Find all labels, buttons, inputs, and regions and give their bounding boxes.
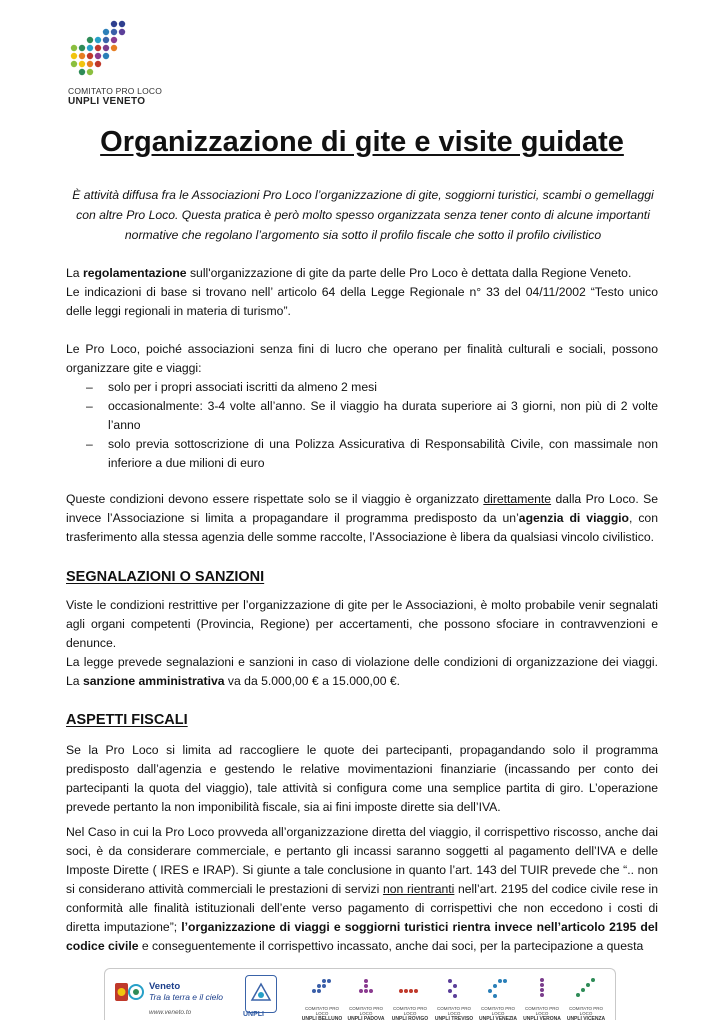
- list-item: – solo per i propri associati iscritti da almeno 2 mesi: [66, 378, 658, 397]
- tax-section: [66, 741, 658, 817]
- sanctions-heading: SEGNALAZIONI O SANZIONI: [66, 569, 265, 585]
- regulation-section: [66, 264, 658, 321]
- province-dots-icon: [574, 977, 598, 1001]
- province-dots-icon: [442, 977, 466, 1001]
- province-logo-vicenza: COMITATO PRO LOCO UNPLI VICENZA: [565, 977, 607, 1022]
- proloco-lead: Le Pro Loco, poiché associazioni senza fini di lucro che operano per finalità culturali e sociali, possono organizzare gite e viaggi:: [66, 342, 658, 375]
- province-dots-icon: [310, 977, 334, 1001]
- province-dots-icon: [398, 977, 422, 1001]
- tax-heading: ASPETTI FISCALI: [66, 712, 188, 728]
- province-logo-rovigo: COMITATO PRO LOCO UNPLI ROVIGO: [389, 977, 431, 1022]
- sanctions-paragraph-1: Viste le condizioni restrittive per l’organizzazione di gite per le Associazioni, è molto probabile venir segnalati agli organi competenti (Provincia, Regione) per accertamenti, che possono sfociare in contravvenzioni e denunce.: [66, 598, 658, 650]
- conditions-paragraph: Queste condizioni devono essere rispettate solo se il viaggio è organizzato direttamente dalla Pro Loco. Se invece l’Associazione si limita a propagandare il programma predisposto da un’agenzia di viaggio, con trasferimento alla stessa agenzia delle somme raccolte, l’Associazione è libera da qualsiasi vincolo civilistico.: [66, 492, 658, 544]
- unpli-label: UNPLI: [243, 1011, 264, 1018]
- regulation-keyword: regolamentazione: [82, 266, 187, 280]
- veneto-tagline: Tra la terra e il cielo: [149, 992, 224, 1002]
- sanctions-paragraph-2: La legge prevede segnalazioni e sanzioni in caso di violazione delle condizioni di organizzazione dei viaggi. La sanzione amministrativa va da 5.000,00 € a 15.000,00 €.: [66, 655, 658, 688]
- tax-paragraph-1: Se la Pro Loco si limita ad raccogliere le quote dei partecipanti, propagandando solo il programma predisposto dall’agenzia e gestendo le relative movimentazioni finanziarie (incassando per conto dei partecipanti la quota del viaggio), tale attività si configura come una semplice partita di giro. L’operazione prevede pertanto la non imponibilità fiscale, sia ai fini imposte dirette sia dell’IVA.: [66, 743, 658, 814]
- veneto-url: www.veneto.to: [149, 1009, 192, 1016]
- list-item: – solo previa sottoscrizione di una Polizza Assicurativa di Responsabilità Civile, con massimale non inferiore a due milioni di euro: [66, 435, 658, 473]
- administrative-sanction-keyword: sanzione amministrativa: [82, 674, 225, 688]
- veneto-lion-icon: [115, 981, 145, 1005]
- agency-keyword: agenzia di viaggio: [518, 511, 629, 525]
- underlined-non-rientranti: non rientranti: [382, 882, 455, 896]
- province-dots-icon: [486, 977, 510, 1001]
- province-dots-icon: [354, 977, 378, 1001]
- conditions-section: [66, 490, 658, 547]
- list-item: – occasionalmente: 3-4 volte all’anno. Se il viaggio ha durata superiore ai 3 giorni, non più di 2 volte l’anno: [66, 397, 658, 435]
- regulation-paragraph: La regolamentazione sull'organizzazione di gite da parte delle Pro Loco è dettata dalla Regione Veneto. Le indicazioni di base si trovano nell’ articolo 64 della Legge Regionale n° 33 del 04/11/2002 “Testo unico delle leggi regionali in materia di turismo”.: [66, 266, 658, 318]
- intro-paragraph: È attività diffusa fra le Associazioni Pro Loco l’organizzazione di gite, soggiorni turistici, scambi o gemellaggi con altre Pro Loco. Questa pratica è però molto spesso organizzata senza tener conto di alcune importanti normative che regolano l’argomento sia sotto il profilo fiscale che sotto il profilo civilistico: [72, 188, 654, 242]
- logo-line2: UNPLI VENETO: [68, 96, 146, 107]
- conditions-list: [66, 378, 658, 473]
- sponsor-footer: [104, 968, 616, 1020]
- province-logo-venezia: COMITATO PRO LOCO UNPLI VENEZIA: [477, 977, 519, 1022]
- underlined-direttamente: direttamente: [483, 492, 552, 506]
- regulation-law-reference: Le indicazioni di base si trovano nell’ articolo 64 della Legge Regionale n° 33 del 04/11/2002 “Testo unico delle leggi regionali in materia di turismo”.: [66, 285, 658, 318]
- tax-section-2: [66, 823, 658, 956]
- province-logo-treviso: COMITATO PRO LOCO UNPLI TREVISO: [433, 977, 475, 1022]
- veneto-name: Veneto: [149, 981, 181, 992]
- veneto-region-logo: [115, 981, 145, 1010]
- province-logo-verona: COMITATO PRO LOCO UNPLI VERONA: [521, 977, 563, 1022]
- province-logo-belluno: COMITATO PRO LOCO UNPLI BELLUNO: [301, 977, 343, 1022]
- province-logo-padova: COMITATO PRO LOCO UNPLI PADOVA: [345, 977, 387, 1022]
- unpli-badge-icon: [245, 975, 277, 1013]
- province-dots-icon: [530, 977, 554, 1001]
- page-title: Organizzazione di gite e visite guidate: [100, 126, 624, 158]
- tax-paragraph-2: Nel Caso in cui la Pro Loco provveda all’organizzazione diretta del viaggio, il corrispettivo riscosso, anche dai soci, è da considerare commerciale, e pertanto gli incassi saranno soggetti al pagamento dell’IVA e delle Imposte Dirette ( IRES e IRAP). Si giunte a tale conclusione in quanto l’art. 143 del TUIR prevede che “.. non si considerano attività commerciali le prestazioni di servizi non rientranti nell’art. 2195 del codice civile rese in conformità alle finalità istituzionali dell’ente verso pagamento di corrispettivi che non eccedono i costi di diretta imputazione”; l’organizzazione di viaggi e soggiorni turistici rientra invece nell’articolo 2195 del codice civile e conseguentemente il corrispettivo incassato, anche dai soci, per la partecipazione a questa: [66, 825, 658, 953]
- proloco-section: [66, 340, 658, 473]
- civil-code-keyword: l’organizzazione di viaggi e soggiorni turistici rientra invece nell’articolo 2195 del codice civile: [66, 920, 658, 953]
- sanctions-section: [66, 596, 658, 691]
- logo-line1: COMITATO PRO LOCO: [68, 86, 163, 96]
- colored-dots-logo-icon: [64, 18, 144, 88]
